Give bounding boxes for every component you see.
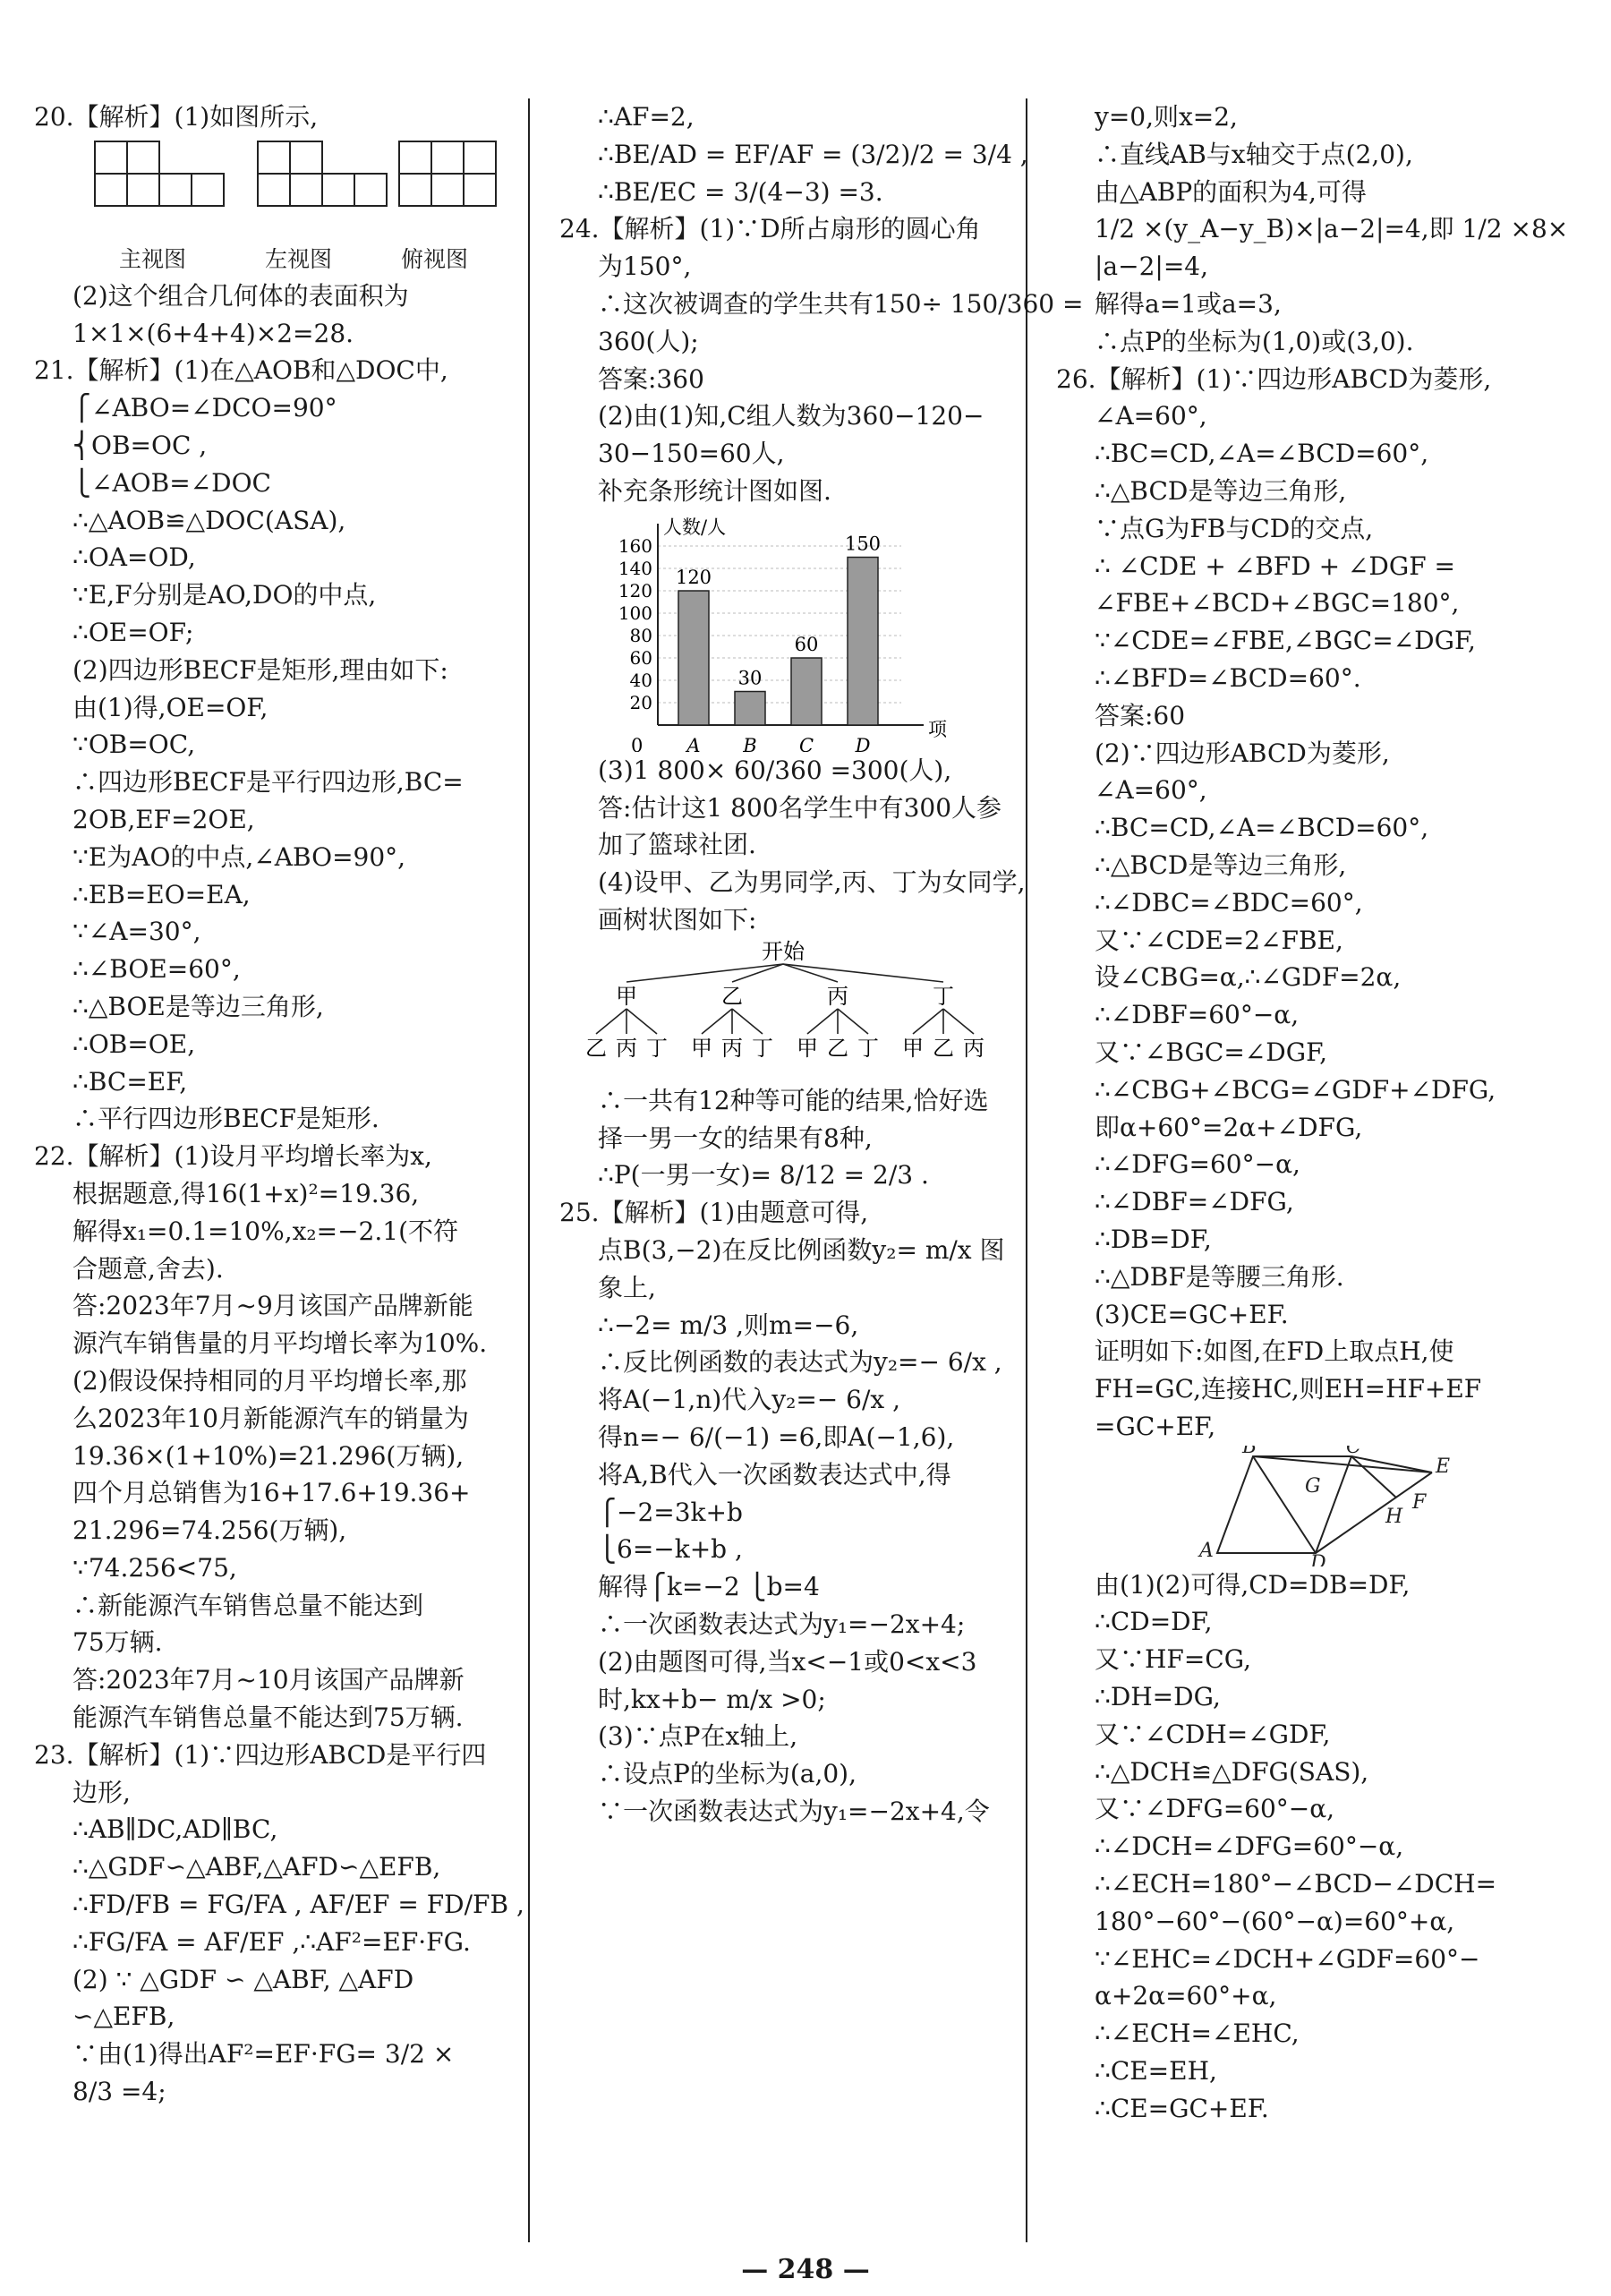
text-line: 由(1)(2)可得,CD=DB=DF, xyxy=(1095,1569,1411,1600)
text-line: α+2α=60°+α, xyxy=(1095,1981,1277,2011)
tree-root: 开始 xyxy=(762,938,805,964)
tree-leaf: 丙 xyxy=(721,1035,743,1061)
bar xyxy=(791,658,822,725)
text-line: 26.【解析】(1)∵四边形ABCD为菱形, xyxy=(1056,363,1492,394)
text-line: 么2023年10月新能源汽车的销量为 xyxy=(72,1403,469,1433)
text-line: ∴∠ECH=180°−∠BCD−∠DCH= xyxy=(1095,1869,1497,1899)
column-2 xyxy=(559,98,1084,1831)
view-labels xyxy=(34,242,513,277)
text-line: (2)四边形BECF是矩形,理由如下: xyxy=(72,654,448,685)
text-line: 将A(−1,n)代入y₂=− 6/x , xyxy=(598,1385,900,1415)
text-line: ∴CE=GC+EF. xyxy=(1095,2093,1269,2123)
tree-leaf: 乙 xyxy=(827,1035,848,1061)
tree-diagram-svg xyxy=(559,939,1011,1082)
text-line: (3)1 800× 60/360 =300(人), xyxy=(598,755,952,785)
text-line: 将A,B代入一次函数表达式中,得 xyxy=(598,1459,951,1489)
text-line: ∴∠BOE=60°, xyxy=(72,954,241,985)
tree-edge xyxy=(596,1009,626,1034)
data-label: 150 xyxy=(844,533,882,555)
three-views-figure xyxy=(34,136,513,242)
tree-leaf: 丙 xyxy=(963,1035,984,1061)
q20-heading: 20.【解析】(1)如图所示, xyxy=(34,102,319,132)
col3-body-2 xyxy=(1056,1566,1580,2128)
category-label: D xyxy=(855,734,871,752)
text-line: ∽△EFB, xyxy=(72,2002,175,2032)
text-line: 画树状图如下: xyxy=(598,904,757,935)
text-line: ∴△DCH≌△DFG(SAS), xyxy=(1095,1756,1369,1787)
tree-edge xyxy=(626,1009,657,1034)
data-label: 60 xyxy=(794,633,819,655)
text-line: 答:2023年7月~9月该国产品牌新能 xyxy=(72,1291,473,1321)
col2-top xyxy=(559,98,1028,210)
q24-text xyxy=(559,210,1084,509)
tree-edge xyxy=(702,1009,732,1034)
column-divider-1 xyxy=(528,98,530,2242)
text-line: ∴∠DCH=∠DFG=60°−α, xyxy=(1095,1831,1404,1862)
text-line: 证明如下:如图,在FD上取点H,使 xyxy=(1095,1336,1454,1367)
bar-chart-svg xyxy=(559,510,1011,752)
text-line: ∴设点P的坐标为(a,0), xyxy=(598,1759,857,1789)
text-line: (2)∵四边形ABCD为菱形, xyxy=(1095,738,1390,768)
text-line: ∵∠EHC=∠DCH+∠GDF=60°− xyxy=(1095,1943,1480,1974)
text-line: 1/2 ×(y_A−y_B)×|a−2|=4,即 1/2 ×8× xyxy=(1095,214,1569,244)
text-line: ∴ ∠CDE + ∠BFD + ∠DGF = xyxy=(1095,551,1455,581)
top-view-label: 俯视图 xyxy=(401,245,469,272)
tree-leaf: 丁 xyxy=(857,1035,879,1061)
text-line: (2)由(1)知,C组人数为360−120− xyxy=(598,401,984,431)
data-label: 30 xyxy=(737,667,763,689)
text-line: (4)设甲、乙为男同学,丙、丁为女同学, xyxy=(598,867,1026,898)
tree-edge xyxy=(943,1009,974,1034)
tree-node: 丙 xyxy=(827,983,848,1009)
text-line: 得n=− 6/(−1) =6,即A(−1,6), xyxy=(598,1421,955,1452)
text-line: 解得a=1或a=3, xyxy=(1095,288,1282,319)
y-axis-label: 人数/人 xyxy=(663,516,727,538)
text-line: 22.【解析】(1)设月平均增长率为x, xyxy=(34,1141,432,1172)
text-line: ∴BC=EF, xyxy=(72,1066,188,1097)
category-label: C xyxy=(798,734,814,752)
text-line: 75万辆. xyxy=(72,1627,163,1658)
text-line: ∴EB=EO=EA, xyxy=(72,879,251,909)
bar xyxy=(848,557,878,725)
category-label: A xyxy=(686,734,701,752)
column-divider-2 xyxy=(1026,98,1027,2242)
text-line: ∴一共有12种等可能的结果,恰好选 xyxy=(598,1085,989,1115)
text-line: ∵E,F分别是AO,DO的中点, xyxy=(72,580,377,610)
text-line: y=0,则x=2, xyxy=(1095,102,1238,132)
point-label: C xyxy=(1346,1445,1361,1458)
text-line: ∴BC=CD,∠A=∠BCD=60°, xyxy=(1095,439,1429,469)
tree-diagram xyxy=(559,939,1011,1082)
text-line: ∴∠ECH=∠EHC, xyxy=(1095,2019,1300,2049)
text-line: 答:2023年7月~10月该国产品牌新 xyxy=(72,1665,465,1695)
text-line: ∴AB∥DC,AD∥BC, xyxy=(72,1814,278,1845)
text-line: ∴∠DBC=∠BDC=60°, xyxy=(1095,887,1363,918)
text-line: ∵∠CDE=∠FBE,∠BGC=∠DGF, xyxy=(1095,626,1476,656)
text-line: 21.【解析】(1)在△AOB和△DOC中, xyxy=(34,355,448,386)
text-line: ∴△BOE是等边三角形, xyxy=(72,991,324,1021)
text-line: ∵∠A=30°, xyxy=(72,917,201,947)
q20-line: (2)这个组合几何体的表面积为 xyxy=(72,280,409,311)
tree-edge xyxy=(783,964,943,982)
text-line: ⎧∠ABO=∠DCO=90° xyxy=(72,393,337,423)
text-line: (2)由题图可得,当x<−1或0<x<3 xyxy=(598,1646,977,1677)
tree-node: 丁 xyxy=(933,983,954,1009)
text-line: 择一男一女的结果有8种, xyxy=(598,1122,873,1153)
text-line: 由△ABP的面积为4,可得 xyxy=(1095,176,1367,207)
text-line: ∴反比例函数的表达式为y₂=− 6/x , xyxy=(598,1347,1002,1378)
text-line: 180°−60°−(60°−α)=60°+α, xyxy=(1095,1906,1455,1936)
q20-line: 1×1×(6+4+4)×2=28. xyxy=(72,318,354,348)
text-line: 补充条形统计图如图. xyxy=(598,475,831,506)
text-line: 即α+60°=2α+∠DFG, xyxy=(1095,1112,1363,1142)
text-line: ∴△AOB≌△DOC(ASA), xyxy=(72,505,346,535)
y-tick-label: 100 xyxy=(618,602,652,624)
text-line: 又∵∠BGC=∠DGF, xyxy=(1095,1037,1328,1067)
rhombus-svg xyxy=(1056,1446,1580,1566)
text-line: 四个月总销售为16+17.6+19.36+ xyxy=(72,1478,471,1508)
point-label: F xyxy=(1412,1490,1427,1514)
tree-leaf: 丁 xyxy=(646,1035,668,1061)
q25-text xyxy=(559,1194,1011,1831)
text-line: ∵由(1)得出AF²=EF·FG= 3/2 × xyxy=(72,2039,455,2070)
text-line: 答案:360 xyxy=(598,363,704,394)
text-line: ∴BC=CD,∠A=∠BCD=60°, xyxy=(1095,813,1429,843)
q24-text-c xyxy=(559,1082,1011,1194)
text-line: (3)∵点P在x轴上, xyxy=(598,1721,798,1752)
y-tick-label: 80 xyxy=(629,624,652,646)
text-line: ∠A=60°, xyxy=(1095,401,1207,431)
text-line: ⎩∠AOB=∠DOC xyxy=(72,467,271,498)
tree-leaf: 丙 xyxy=(616,1035,637,1061)
text-line: 边形, xyxy=(72,1777,131,1807)
text-line: FH=GC,连接HC,则EH=HF+EF xyxy=(1095,1374,1482,1404)
text-line: 答:估计这1 800名学生中有300人参 xyxy=(598,792,1002,823)
category-label: B xyxy=(743,734,757,752)
tree-leaf: 甲 xyxy=(902,1035,924,1061)
text-line: ∴CD=DF, xyxy=(1095,1607,1213,1637)
column-1 xyxy=(34,98,524,2111)
text-line: ∴△BCD是等边三角形, xyxy=(1095,849,1347,880)
text-line: 能源汽车销售总量不能达到75万辆. xyxy=(72,1703,464,1733)
text-line: 24.【解析】(1)∵D所占扇形的圆心角 xyxy=(559,214,981,244)
text-line: ∵E为AO的中点,∠ABO=90°, xyxy=(72,841,406,872)
tree-node: 乙 xyxy=(721,983,743,1009)
text-line: 源汽车销售量的月平均增长率为10%. xyxy=(72,1328,488,1359)
text-line: ∴AF=2, xyxy=(598,102,695,132)
text-line: ∴∠DBF=60°−α, xyxy=(1095,1000,1300,1030)
text-line: ∴FG/FA = AF/EF ,∴AF²=EF·FG. xyxy=(72,1926,471,1957)
text-line: 又∵HF=CG, xyxy=(1095,1644,1252,1675)
text-line: 根据题意,得16(1+x)²=19.36, xyxy=(72,1178,420,1208)
text-line: ∴OB=OE, xyxy=(72,1029,196,1059)
text-line: ∴∠CBG+∠BCG=∠GDF+∠DFG, xyxy=(1095,1074,1496,1105)
text-line: ∴DH=DG, xyxy=(1095,1682,1221,1712)
text-line: ∠FBE+∠BCD+∠BGC=180°, xyxy=(1095,588,1460,619)
text-line: 360(人); xyxy=(598,326,699,356)
text-line: ∵点G为FB与CD的交点, xyxy=(1095,513,1374,543)
text-line: 21.296=74.256(万辆), xyxy=(72,1515,347,1546)
text-line: 23.【解析】(1)∵四边形ABCD是平行四 xyxy=(34,1739,487,1770)
text-line: ⎩6=−k+b , xyxy=(598,1534,743,1565)
text-line: (3)CE=GC+EF. xyxy=(1095,1299,1289,1329)
text-line: ∴−2= m/3 ,则m=−6, xyxy=(598,1310,859,1340)
text-line: (2) ∵ △GDF ∽ △ABF, △AFD xyxy=(72,1964,414,1994)
column-3 xyxy=(1056,98,1580,2128)
text-line: 合题意,舍去). xyxy=(72,1253,224,1284)
text-line: 加了篮球社团. xyxy=(598,830,756,860)
text-line: ∴BE/EC = 3/(4−3) =3. xyxy=(598,176,883,207)
text-line: 又∵∠CDH=∠GDF, xyxy=(1095,1719,1331,1749)
text-line: =GC+EF, xyxy=(1095,1411,1216,1441)
text-line: ⎨OB=OC , xyxy=(72,430,208,460)
text-line: 由(1)得,OE=OF, xyxy=(72,692,268,722)
point-label: A xyxy=(1199,1539,1214,1562)
tree-leaf: 乙 xyxy=(933,1035,954,1061)
text-line: ∴∠DFG=60°−α, xyxy=(1095,1149,1300,1180)
text-line: 为150°, xyxy=(598,252,692,282)
bar-chart xyxy=(559,510,1011,752)
text-line: 8/3 =4; xyxy=(72,2077,166,2107)
text-line: ∴CE=EH, xyxy=(1095,2056,1217,2087)
text-line: ∴△GDF∽△ABF,△AFD∽△EFB, xyxy=(72,1852,441,1882)
text-line: ∴四边形BECF是平行四边形,BC= xyxy=(72,767,464,798)
text-line: 又∵∠DFG=60°−α, xyxy=(1095,1794,1335,1824)
text-line: ∵74.256<75, xyxy=(72,1552,237,1583)
y-tick-label: 140 xyxy=(618,557,652,579)
text-line: 19.36×(1+10%)=21.296(万辆), xyxy=(72,1440,465,1471)
tree-edge xyxy=(732,1009,763,1034)
tree-edge xyxy=(913,1009,943,1034)
y-tick-label: 20 xyxy=(629,691,652,713)
text-line: ∴新能源汽车销售总量不能达到 xyxy=(72,1590,424,1620)
text-line: 2OB,EF=2OE, xyxy=(72,804,255,834)
text-line: ∴DB=DF, xyxy=(1095,1224,1212,1254)
text-line: 30−150=60人, xyxy=(598,439,785,469)
origin-label: 0 xyxy=(631,734,644,752)
text-line: ∴FD/FB = FG/FA , AF/EF = FD/FB , xyxy=(72,1890,524,1920)
text-line: 解得x₁=0.1=10%,x₂=−2.1(不符 xyxy=(72,1216,458,1246)
point-label: G xyxy=(1305,1474,1321,1498)
y-tick-label: 40 xyxy=(629,669,652,691)
text-line: 象上, xyxy=(598,1272,656,1302)
text-line: ∴直线AB与x轴交于点(2,0), xyxy=(1095,139,1413,169)
side-view-label: 左视图 xyxy=(265,245,333,272)
text-line: 解得⎧k=−2 ⎩b=4 xyxy=(598,1572,820,1602)
front-view-label: 主视图 xyxy=(119,245,187,272)
col1-body xyxy=(34,352,524,2110)
data-label: 120 xyxy=(675,566,712,588)
point-label: D xyxy=(1310,1551,1326,1566)
text-line: |a−2|=4, xyxy=(1095,252,1209,282)
text-line: ∴P(一男一女)= 8/12 = 2/3 . xyxy=(598,1160,929,1191)
text-line: ∴BE/AD = EF/AF = (3/2)/2 = 3/4 , xyxy=(598,139,1028,169)
y-tick-label: 160 xyxy=(618,534,652,557)
text-line: ∵一次函数表达式为y₁=−2x+4,令 xyxy=(598,1796,990,1826)
text-line: ∴∠BFD=∠BCD=60°. xyxy=(1095,662,1361,693)
page-number: — 248 — xyxy=(741,2254,870,2285)
col3-body xyxy=(1056,98,1580,1446)
text-line: ∵OB=OC, xyxy=(72,730,196,760)
tree-leaf: 甲 xyxy=(691,1035,712,1061)
x-axis-label: 项 xyxy=(928,718,947,740)
text-line: ∴这次被调查的学生共有150÷ 150/360 = xyxy=(598,288,1084,319)
text-line: ∴点P的坐标为(1,0)或(3,0). xyxy=(1095,326,1414,356)
text-line: (2)假设保持相同的月平均增长率,那 xyxy=(72,1365,467,1396)
point-label: H xyxy=(1385,1505,1403,1528)
tree-edge xyxy=(807,1009,838,1034)
point-label: E xyxy=(1436,1455,1451,1478)
text-line: ⎧−2=3k+b xyxy=(598,1497,743,1527)
q24-text-b xyxy=(559,752,1026,939)
three-views-svg xyxy=(34,136,513,242)
bar xyxy=(735,691,765,725)
point-label: B xyxy=(1242,1445,1257,1458)
text-line: ∴OE=OF; xyxy=(72,617,194,647)
text-line: ∴一次函数表达式为y₁=−2x+4; xyxy=(598,1609,966,1639)
text-line: ∠A=60°, xyxy=(1095,775,1207,806)
tree-leaf: 甲 xyxy=(797,1035,818,1061)
text-line: ∴△DBF是等腰三角形. xyxy=(1095,1261,1344,1292)
rhombus-figure xyxy=(1056,1446,1580,1566)
tree-leaf: 丁 xyxy=(752,1035,773,1061)
tree-edge xyxy=(838,1009,868,1034)
y-tick-label: 120 xyxy=(618,579,652,602)
text-line: 设∠CBG=α,∴∠GDF=2α, xyxy=(1095,962,1402,993)
text-line: 点B(3,−2)在反比例函数y₂= m/x 图 xyxy=(598,1234,1005,1265)
tree-node: 甲 xyxy=(616,983,637,1009)
text-line: 时,kx+b− m/x >0; xyxy=(598,1684,826,1714)
text-line: ∴∠DBF=∠DFG, xyxy=(1095,1187,1294,1217)
text-line: ∴OA=OD, xyxy=(72,542,196,573)
text-line: ∴平行四边形BECF是矩形. xyxy=(72,1104,379,1134)
text-line: ∴△BCD是等边三角形, xyxy=(1095,475,1347,506)
text-line: 答案:60 xyxy=(1095,700,1186,730)
text-line: 又∵∠CDE=2∠FBE, xyxy=(1095,925,1343,955)
text-line: 25.【解析】(1)由题意可得, xyxy=(559,1198,869,1228)
bar xyxy=(678,591,709,725)
tree-leaf: 乙 xyxy=(585,1035,607,1061)
y-tick-label: 60 xyxy=(629,646,652,669)
